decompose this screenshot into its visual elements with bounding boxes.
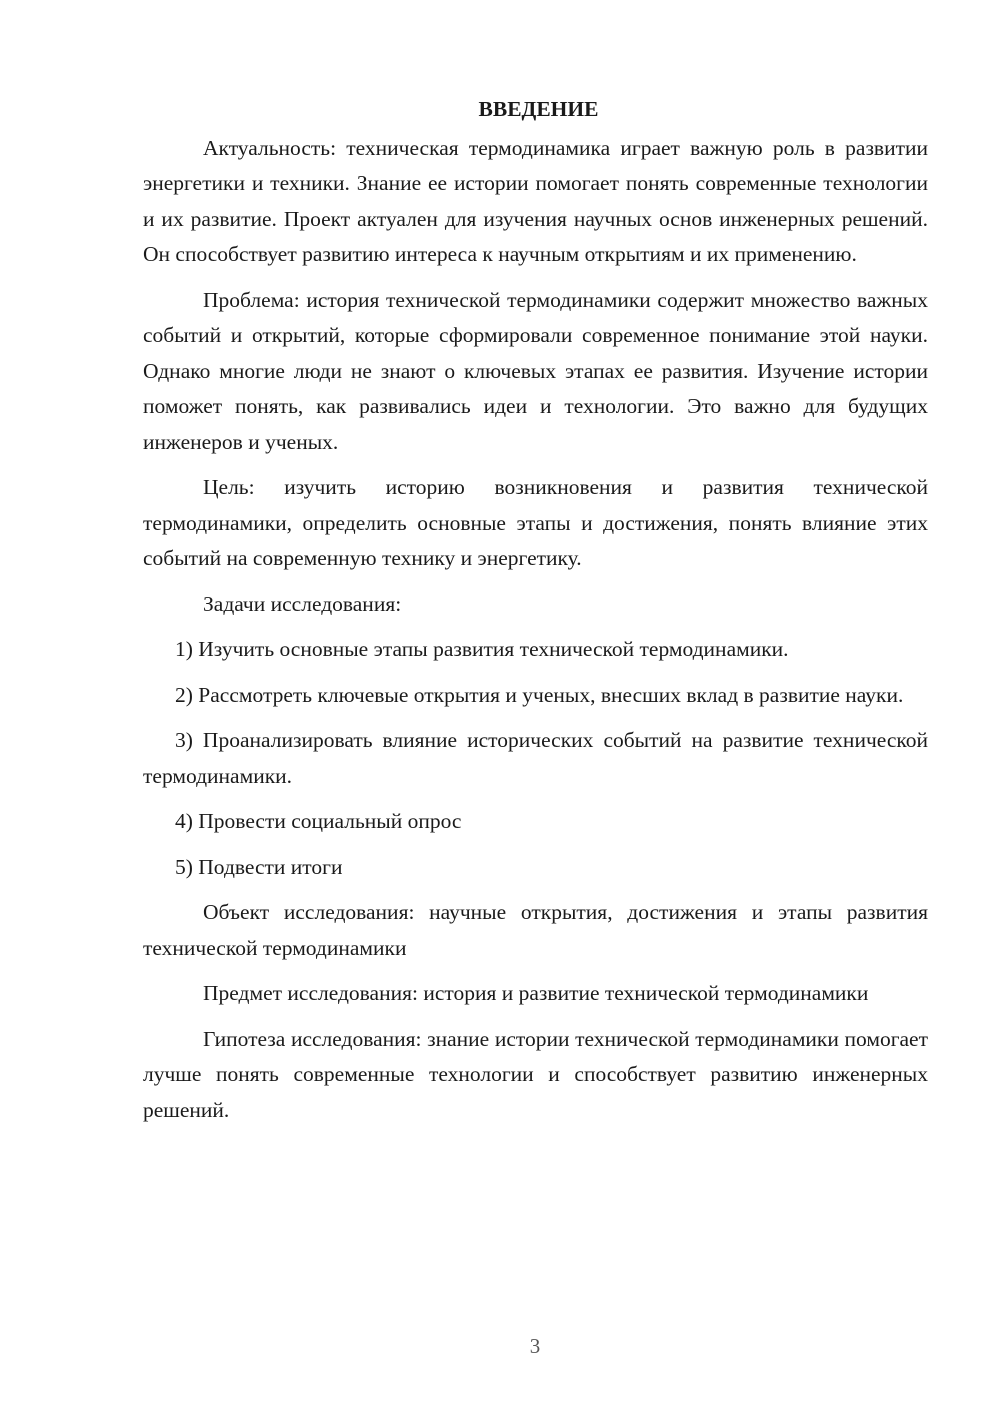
page-number: 3 [529, 1334, 541, 1358]
document-page [143, 92, 928, 1138]
hypothesis-paragraph: Гипотеза исследования: знание истории технической термодинамики помогает лучше понять современные технологии и способствует развитию инженерных решений. [143, 1026, 928, 1122]
tasks-heading: Задачи исследования: [203, 591, 402, 616]
object-paragraph: Объект исследования: научные открытия, достижения и этапы развития технической термодинамики [143, 900, 928, 960]
task-item-1: 1) Изучить основные этапы развития технической термодинамики. [175, 637, 789, 661]
goal-paragraph: Цель: изучить историю возникновения и развития технической термодинамики, определить основные этапы и достижения, понять влияние этих событий на современную технику и энергетику. [143, 475, 928, 570]
subject-paragraph: Предмет исследования: история и развитие технической термодинамики [203, 981, 869, 1005]
task-item-4: 4) Провести социальный опрос [175, 809, 462, 833]
task-item-5: 5) Подвести итоги [175, 854, 343, 879]
problem-paragraph: Проблема: история технической термодинамики содержит множество важных событий и открытий, которые сформировали современное понимание этой науки. Однако многие люди не знают о ключевых этапах ее развития. Изучение истории поможет понять, как развивались идеи и технологии. Это важно для будущих инженеров и ученых. [143, 287, 928, 454]
task-item-3: 3) Проанализировать влияние исторических событий на развитие технической термодинамики. [143, 728, 928, 788]
task-item-2: 2) Рассмотреть ключевые открытия и ученых, внесших вклад в развитие науки. [175, 682, 904, 707]
relevance-paragraph: Актуальность: техническая термодинамика играет важную роль в развитии энергетики и техники. Знание ее истории помогает понять современные технологии и их развитие. Проект актуален для изучения научных основ инженерных решений. Он способствует развитию интереса к научным открытиям и их применению. [143, 135, 928, 266]
page-title: ВВЕДЕНИЕ [478, 97, 599, 121]
